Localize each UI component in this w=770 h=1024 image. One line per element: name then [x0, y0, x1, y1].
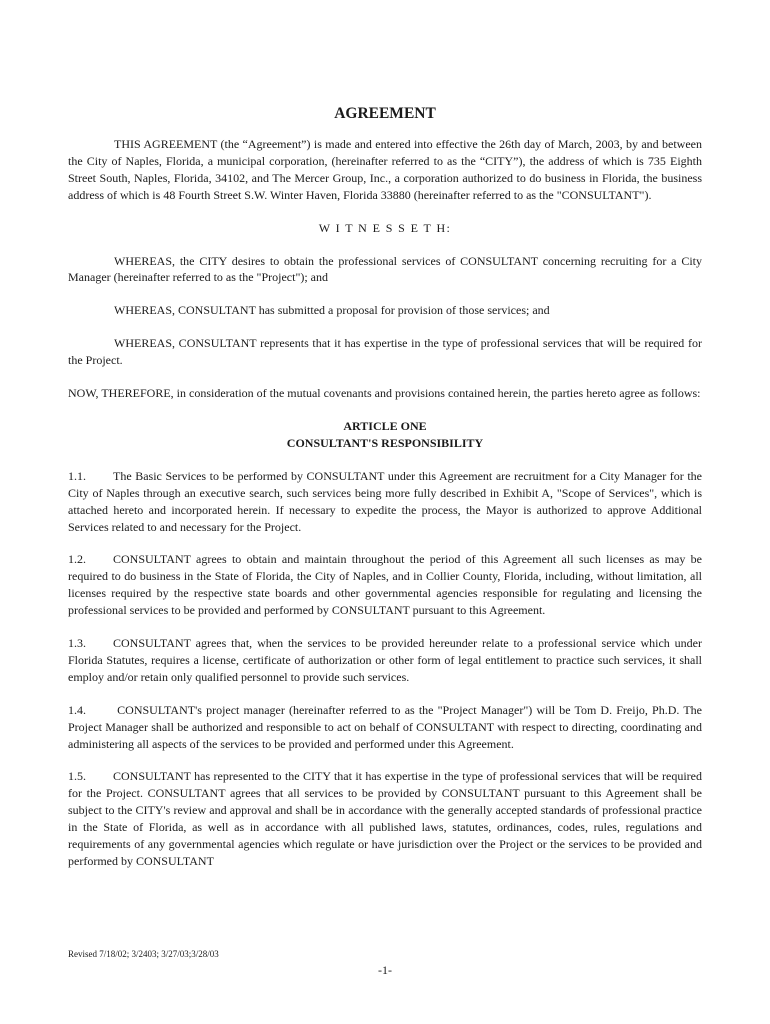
whereas-paragraph-1: WHEREAS, the CITY desires to obtain the professional services of CONSULTANT concerning recruiting for a City Manager (hereinafter referred to as the "Project"); and: [68, 253, 702, 285]
whereas-paragraph-3: WHEREAS, CONSULTANT represents that it has expertise in the type of professional services that will be required for the Project.: [68, 336, 702, 368]
section-text: The Basic Services to be performed by CONSULTANT under this Agreement are recruitment for a City Manager for the City of Naples through an executive search, such services being more fully described in Exhibit A, "Scope of Services", which is attached hereto and incorporated herein. If necessary to expedite the process, the Mayor is authorized to approve Additional Services related to and necessary for the Project.: [68, 468, 702, 534]
section-1-5: [68, 768, 702, 869]
section-text: CONSULTANT agrees to obtain and maintain throughout the period of this Agreement all such licenses as may be required to do business in the State of Florida, the City of Naples, and in Collier County, Florida, including, without limitation, all licenses required by the respective state boards and other governmental agencies responsible for regulating and licensing the professional services to be provided and performed by CONSULTANT pursuant to this Agreement.: [68, 552, 702, 618]
document-title: AGREEMENT: [334, 105, 436, 122]
section-1-1: [68, 468, 702, 536]
section-number: 1.4.: [68, 702, 86, 717]
whereas-paragraph-2: WHEREAS, CONSULTANT has submitted a proposal for provision of those services; and: [114, 303, 550, 318]
section-number: 1.1.: [68, 468, 86, 483]
section-text: CONSULTANT has represented to the CITY that it has expertise in the type of professional services that will be required for the Project. CONSULTANT agrees that all services to be provided by CONSULTANT pursuant to this Agreement shall be subject to the CITY's review and approval and shall be in accordance with the generally accepted standards of professional practice in the State of Florida, as well as in accordance with all published laws, statutes, ordinances, codes, rules, regulations and requirements of any governmental agencies which regulate or have jurisdiction over the Project or the services to be provided and performed by CONSULTANT: [68, 769, 702, 868]
witnesseth-heading: W I T N E S S E T H:: [318, 220, 452, 235]
agreement-page: [68, 104, 702, 870]
section-text: CONSULTANT's project manager (hereinafter referred to as the "Project Manager") will be Tom D. Freijo, Ph.D. The Project Manager shall be authorized and responsible to act on behalf of CONSULTANT with respect to directing, coordinating and administering all aspects of the services to be provided and performed under this Agreement.: [68, 702, 702, 751]
article-title: CONSULTANT'S RESPONSIBILITY: [286, 435, 484, 450]
section-1-2: [68, 551, 702, 619]
section-number: 1.5.: [68, 769, 86, 784]
section-1-4: [68, 702, 702, 753]
article-number: ARTICLE ONE: [343, 418, 427, 433]
section-1-3: [68, 635, 702, 686]
article-heading: [68, 418, 702, 452]
revision-footer: Revised 7/18/02; 3/2403; 3/27/03;3/28/03: [68, 949, 219, 959]
section-number: 1.3.: [68, 636, 86, 651]
now-therefore-paragraph: NOW, THEREFORE, in consideration of the mutual covenants and provisions contained herein, the parties hereto agree as follows:: [68, 386, 701, 401]
section-text: CONSULTANT agrees that, when the services to be provided hereunder relate to a professional service which under Florida Statutes, requires a license, certificate of authorization or other form of legal entitlement to practice such services, it shall employ and/or retain only qualified personnel to provide such services.: [68, 636, 702, 684]
page-number: -1-: [378, 963, 392, 977]
intro-paragraph: THIS AGREEMENT (the “Agreement”) is made and entered into effective the 26th day of March, 2003, by and between the City of Naples, Florida, a municipal corporation, (hereinafter referred to as the “CITY”), the address of which is 735 Eighth Street South, Naples, Florida, 34102, and The Mercer Group, Inc., a corporation authorized to do business in Florida, the business address of which is 48 Fourth Street S.W. Winter Haven, Florida 33880 (hereinafter referred to as the "CONSULTANT").: [68, 137, 702, 202]
section-number: 1.2.: [68, 552, 86, 567]
